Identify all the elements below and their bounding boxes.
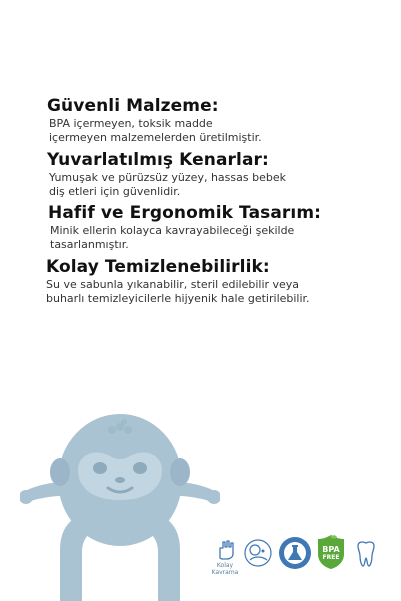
- bpa-label: BPA: [322, 545, 340, 554]
- feature-title: Kolay Temizlenebilirlik:: [46, 257, 270, 277]
- hand-grip-icon: [212, 536, 240, 562]
- feature-title: Hafif ve Ergonomik Tasarım:: [48, 203, 322, 223]
- lab-certified-seal-icon: [278, 536, 312, 570]
- feature-description: Su ve sabunla yıkanabilir, steril edilebilir veya buharlı temizleyicilerle hijyenik hale getirilebilir.: [46, 278, 310, 305]
- free-label: FREE: [322, 554, 340, 561]
- feature-ergonomic-design: [0, 203, 401, 252]
- feature-description: Yumuşak ve pürüzsüz yüzey, hassas bebek diş etleri için güvenlidir.: [49, 171, 286, 198]
- feature-title: Güvenli Malzeme:: [47, 96, 219, 116]
- feature-title: Yuvarlatılmış Kenarlar:: [47, 150, 269, 170]
- feature-description: Minik ellerin kolayca kavrayabileceği şekilde tasarlanmıştır.: [50, 224, 295, 251]
- feature-safe-material: [0, 96, 401, 145]
- feature-badges: [212, 536, 392, 586]
- monkey-teether-product-image: [20, 400, 220, 601]
- tooth-icon: [354, 540, 378, 568]
- feature-description: BPA içermeyen, toksik madde içermeyen malzemelerden üretilmiştir.: [49, 117, 262, 144]
- bpa-free-badge: [316, 534, 346, 570]
- easy-grip-caption: Kolay Kavrama: [211, 562, 239, 576]
- feature-easy-cleaning: [0, 257, 401, 306]
- baby-icon: [242, 538, 274, 568]
- feature-rounded-edges: [0, 150, 401, 199]
